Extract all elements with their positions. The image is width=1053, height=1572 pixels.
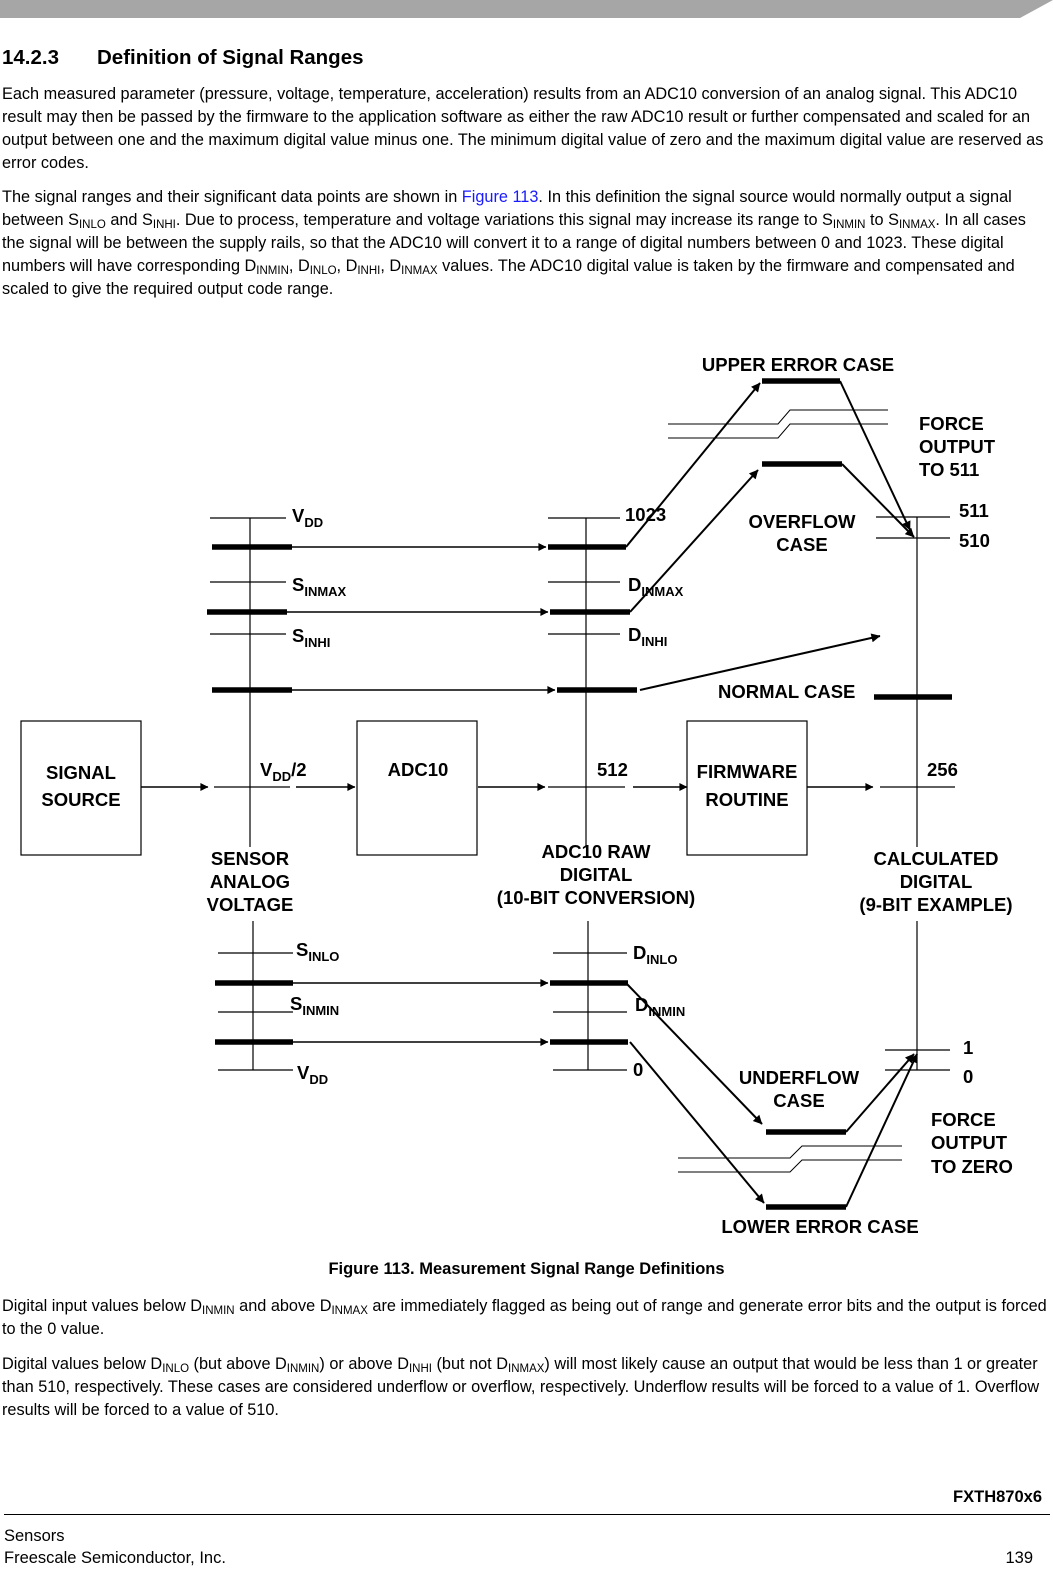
document-id: FXTH870x6 — [953, 1488, 1042, 1506]
force-511-line3: TO 511 — [919, 459, 980, 480]
sensor-label-line1: SENSOR — [210, 848, 290, 869]
underflow-line1: UNDERFLOW — [738, 1067, 860, 1088]
footer-company: Freescale Semiconductor, Inc. — [4, 1549, 226, 1567]
signal-source-line1: SIGNAL — [46, 762, 116, 783]
paragraph-1: Each measured parameter (pressure, voltage, temperature, acceleration) results from an ADC10 conversion of an analog signal. This ADC10 result may then be passed by the firmware to the application software as either the raw ADC10 result or further compensated and scaled for an output between one and the maximum digital value minus one. The minimum digital value of zero and the maximum digital value are reserved as error codes. — [2, 85, 1044, 172]
signal-range-diagram — [0, 340, 1053, 1250]
figure-link[interactable]: Figure 113 — [461, 188, 539, 206]
sensor-label-line2: ANALOG — [209, 871, 291, 892]
firmware-line1: FIRMWARE — [696, 761, 798, 782]
calc-label-line1: CALCULATED — [873, 848, 999, 869]
value-0-calc: 0 — [963, 1066, 974, 1087]
tick-lines — [210, 517, 955, 1070]
overflow-line2: CASE — [776, 534, 828, 555]
firmware-line2: ROUTINE — [705, 789, 789, 810]
value-1023: 1023 — [625, 504, 667, 525]
label-sinhi: $S_{INHI}$ — [292, 625, 331, 650]
adc10-block-label: ADC10 — [387, 759, 449, 780]
value-1: 1 — [963, 1037, 974, 1058]
label-dinhi: $D_{INHI}$ — [628, 624, 668, 649]
adc-label-line2: DIGITAL — [559, 864, 633, 885]
label-dinmax: $D_{INMAX}$ — [628, 574, 684, 599]
label-sinmax: $S_{INMAX}$ — [292, 574, 347, 599]
header-bar — [0, 0, 1053, 18]
force-511-line1: FORCE — [919, 413, 984, 434]
force-zero-line2: OUTPUT — [931, 1132, 1008, 1153]
lower-error-label: LOWER ERROR CASE — [721, 1216, 919, 1237]
label-dinmin: $D_{INMIN}$ — [635, 994, 686, 1019]
normal-case-label: NORMAL CASE — [718, 681, 856, 702]
paragraph-4: Digital values below $D_{INLO}$ (but above $D_{INMIN}$) or above $D_{INHI}$ (but not $D_{INMAX}$) will most likely cause an output that would be less than 1 or greater than 510, respectively. These cases are considered underflow or overflow, respectively. Underflow results will be forced to a value of 1. Overflow results will be forced to a value of 510. — [2, 1355, 1040, 1419]
sensor-label-line3: VOLTAGE — [206, 894, 294, 915]
label-vdd-half: $V_{DD}/2$ — [260, 759, 307, 784]
label-dinlo: $D_{INLO}$ — [633, 942, 678, 967]
force-zero-line3: TO ZERO — [931, 1156, 1013, 1177]
signal-source-line2: SOURCE — [41, 789, 121, 810]
label-sinmin: $S_{INMIN}$ — [290, 993, 340, 1018]
force-511-line2: OUTPUT — [919, 436, 996, 457]
adc-label-line1: ADC10 RAW — [541, 841, 651, 862]
value-256: 256 — [927, 759, 958, 780]
label-sinlo: $S_{INLO}$ — [296, 939, 340, 964]
block-boxes — [21, 721, 807, 855]
force-zero-line1: FORCE — [931, 1109, 996, 1130]
label-vdd-top: $V_{DD}$ — [292, 505, 324, 530]
value-510: 510 — [959, 530, 990, 551]
underflow-line2: CASE — [773, 1090, 825, 1111]
value-0-adc: 0 — [633, 1059, 644, 1080]
calc-label-line2: DIGITAL — [899, 871, 973, 892]
adc-label-line3: (10-BIT CONVERSION) — [496, 887, 696, 908]
calc-label-line3: (9-BIT EXAMPLE) — [859, 894, 1013, 915]
label-vdd-bottom: $V_{DD}$ — [297, 1062, 329, 1087]
vertical-axes — [250, 517, 917, 1070]
footer-section: Sensors — [4, 1527, 65, 1545]
section-title: Definition of Signal Ranges — [97, 46, 364, 69]
value-512: 512 — [597, 759, 628, 780]
page-number: 139 — [1005, 1549, 1033, 1567]
footer-divider — [4, 1514, 1050, 1515]
upper-error-label: UPPER ERROR CASE — [701, 354, 895, 375]
paragraph-3: Digital input values below $D_{INMIN}$ and above $D_{INMAX}$ are immediately flagged as being out of range and generate error bits and the output is forced to the 0 value. — [2, 1297, 1047, 1338]
figure-caption: Figure 113. Measurement Signal Range Definitions — [328, 1260, 725, 1278]
section-number: 14.2.3 — [2, 46, 59, 69]
value-511: 511 — [959, 500, 989, 521]
section-heading — [2, 46, 364, 70]
overflow-line1: OVERFLOW — [748, 511, 856, 532]
paragraph-2: The signal ranges and their significant data points are shown in Figure 113. In this definition the signal source would normally output a signal between $S_{INLO}$ and $S_{INHI}$. Due to process, temperature and voltage variations this signal may increase its range to $S_{INMIN}$ to $S_{INMAX}$. In all cases the signal will be between the supply rails, so that the ADC10 will convert it to a range of digital numbers between 0 and 1023. These digital numbers will have corresponding $D_{INMIN}$, $D_{INLO}$, $D_{INHI}$, $D_{INMAX}$ values. The ADC10 digital value is taken by the firmware and compensated and scaled to give the required output code range. — [2, 188, 1026, 298]
